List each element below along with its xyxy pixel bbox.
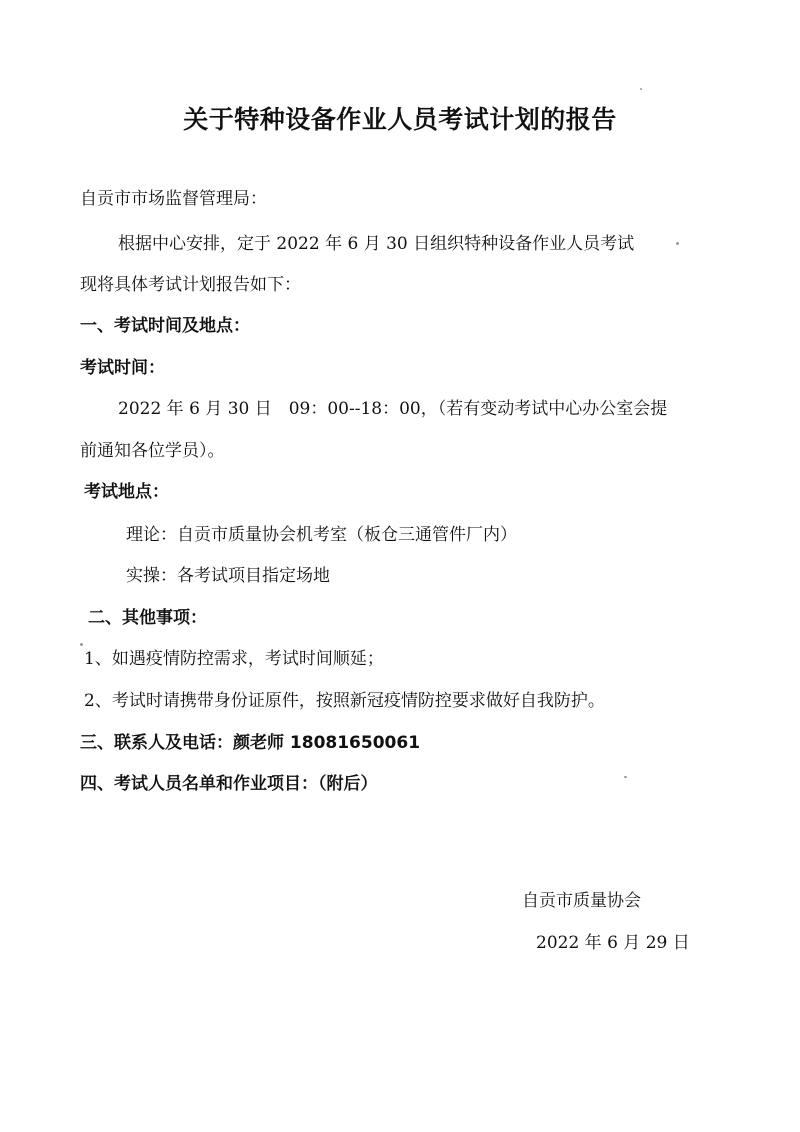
- scan-speck: [676, 242, 679, 245]
- signature-date: 2022 年 6 月 29 日: [536, 933, 690, 953]
- exam-place-heading: 考试地点：: [84, 482, 169, 502]
- intro-line-1: 根据中心安排，定于 2022 年 6 月 30 日组织特种设备作业人员考试: [118, 234, 635, 254]
- other-item-1: 1、如遇疫情防控需求，考试时间顺延；: [84, 649, 384, 669]
- document-title: 关于特种设备作业人员考试计划的报告: [183, 105, 617, 134]
- exam-place-practice: 实操：各考试项目指定场地: [126, 566, 330, 586]
- section-4-heading: 四、考试人员名单和作业项目：（附后）: [80, 774, 378, 794]
- scan-speck: [80, 643, 83, 646]
- exam-time-line-1: 2022 年 6 月 30 日 09：00--18：00，（若有变动考试中心办公室会提: [118, 399, 668, 419]
- recipient-line: 自贡市市场监督管理局：: [80, 189, 267, 209]
- exam-place-theory: 理论：自贡市质量协会机考室（板仓三通管件厂内）: [126, 525, 517, 545]
- scan-speck: [640, 88, 642, 90]
- exam-time-line-2: 前通知各位学员）。: [80, 441, 225, 461]
- section-3-contact: 三、联系人及电话：颜老师 18081650061: [80, 733, 421, 753]
- scan-speck: [624, 776, 627, 778]
- section-1-heading: 一、考试时间及地点：: [80, 316, 250, 336]
- other-item-2: 2、考试时请携带身份证原件，按照新冠疫情防控要求做好自我防护。: [84, 691, 605, 711]
- section-2-heading: 二、其他事项：: [88, 608, 207, 628]
- signature-org: 自贡市质量协会: [522, 891, 641, 911]
- exam-time-heading: 考试时间：: [80, 358, 165, 378]
- intro-line-2: 现将具体考试计划报告如下：: [80, 275, 301, 295]
